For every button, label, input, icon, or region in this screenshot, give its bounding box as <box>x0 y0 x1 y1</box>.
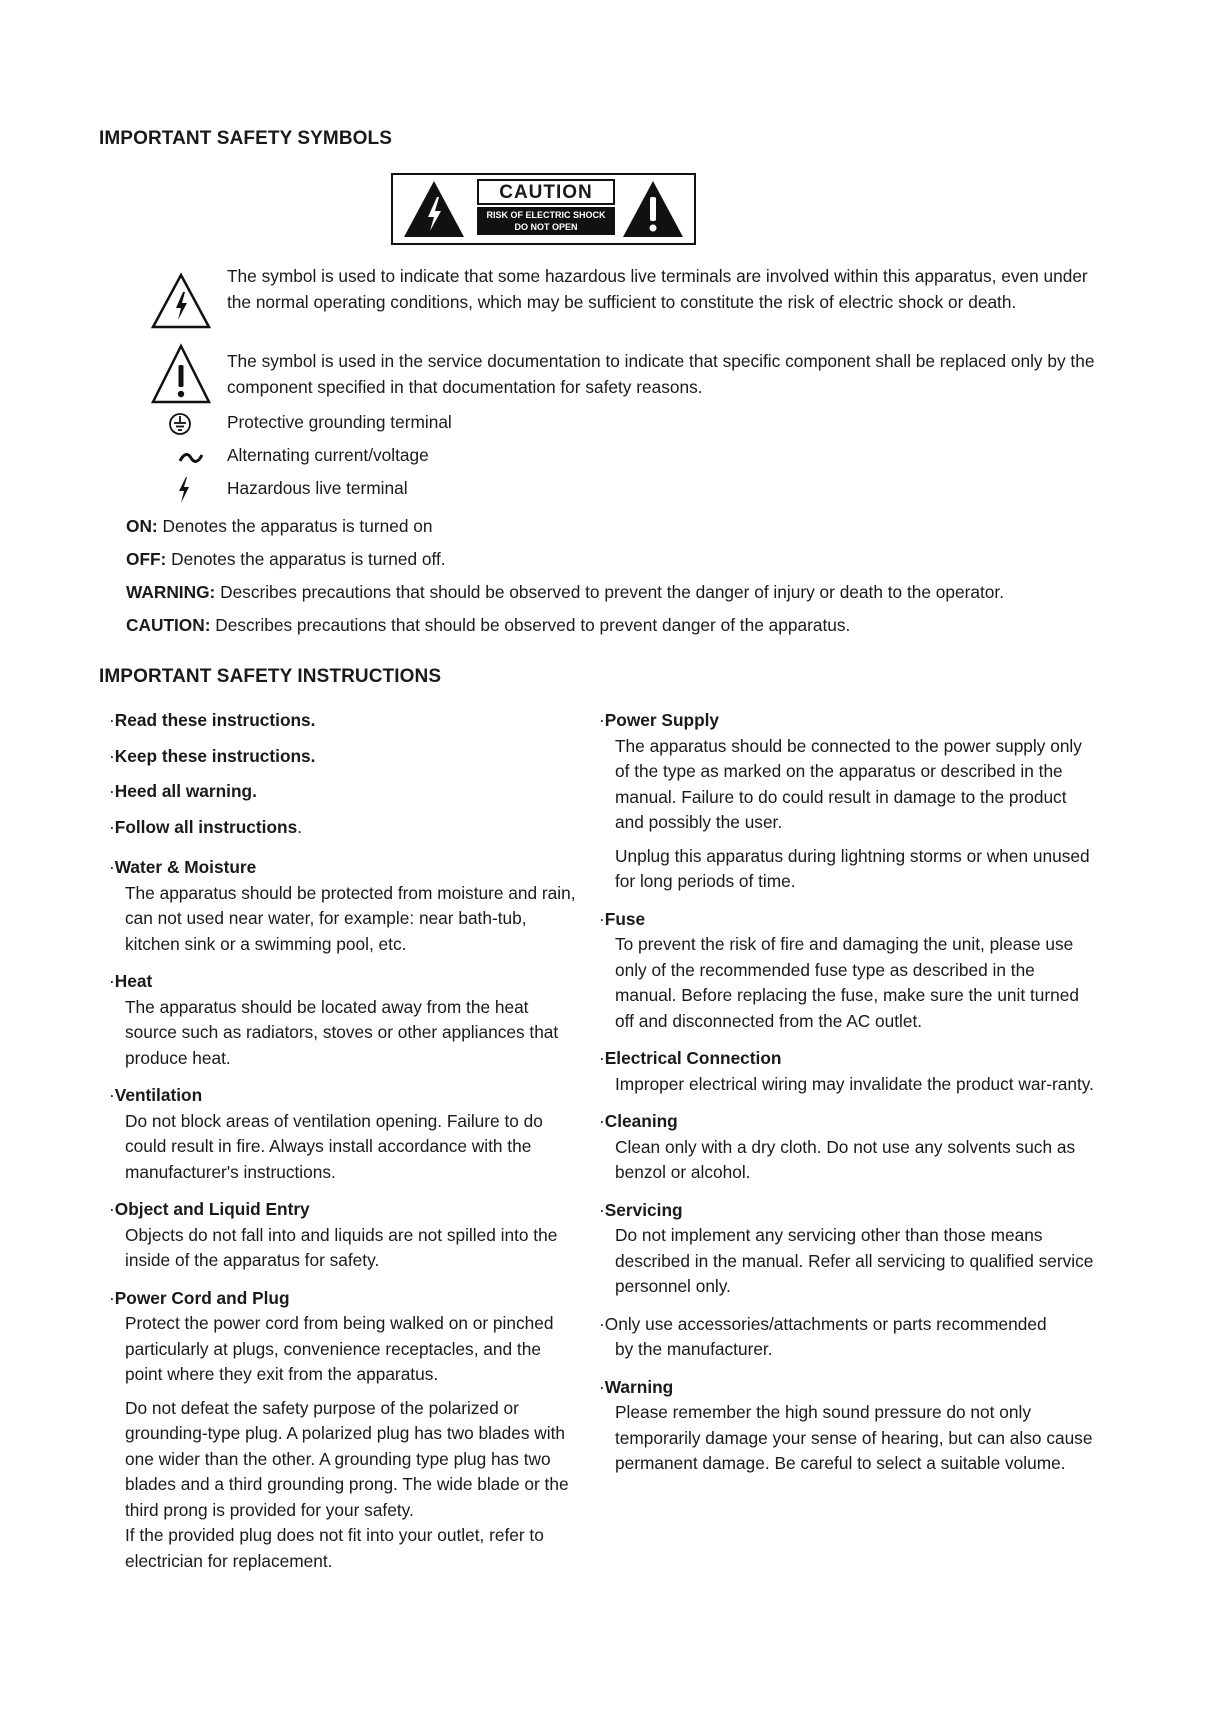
definition-term: CAUTION: <box>126 615 211 635</box>
instruction-body: Do not block areas of ventilation opening. Failure to do could result in fire. Always install accordance with the manufacturer's instructions. <box>125 1110 543 1182</box>
instruction-body: Unplug this apparatus during lightning storms or when unused for long periods of time. <box>615 845 1090 891</box>
definition-text: Denotes the apparatus is turned on <box>157 516 433 536</box>
bullet: · <box>109 816 115 837</box>
lightning-triangle-icon <box>403 179 465 239</box>
instruction-body: If the provided plug does not fit into your outlet, refer to electrician for replacement. <box>125 1525 544 1571</box>
instruction-body: Protect the power cord from being walked on or pinched particularly at plugs, convenience receptacles, and the point where they exit from the apparatus. <box>125 1313 554 1384</box>
bullet: · <box>109 1287 115 1308</box>
exclamation-triangle-icon <box>622 179 684 239</box>
instruction-body: Do not implement any servicing other than those means described in the manual. Refer all servicing to qualified service personnel only. <box>615 1225 1094 1296</box>
definition-term: ON: <box>126 516 158 536</box>
bullet: · <box>109 781 115 801</box>
instruction-electrical <box>599 1046 1099 1097</box>
instruction-body: The apparatus should be connected to the power supply only of the type as marked on the apparatus or described in the manual. Failure to do could result in damage to the product and possibly the user. <box>615 735 1082 832</box>
ac-tilde-icon <box>178 451 204 465</box>
bullet: · <box>599 1111 605 1131</box>
instruction-warning <box>599 1375 1099 1477</box>
instruction-power-cord <box>109 1286 579 1575</box>
instruction-heat <box>109 969 579 1071</box>
instructions-right-column <box>599 708 1099 1477</box>
instruction-heed <box>109 779 579 805</box>
instructions-left-column <box>109 708 579 1574</box>
definition-off <box>126 547 446 572</box>
instruction-head: Servicing <box>604 1199 683 1220</box>
follow-period: . <box>297 816 303 837</box>
definition-warning <box>126 580 1004 605</box>
instruction-body: Objects do not fall into and liquids are not spilled into the inside of the apparatus for safety. <box>125 1224 558 1270</box>
bullet: · <box>109 1085 115 1105</box>
definition-term: OFF: <box>126 549 167 569</box>
instruction-head: Power Cord and Plug <box>114 1287 290 1308</box>
instruction-servicing <box>599 1198 1099 1300</box>
definition-text: Describes precautions that should be observed to prevent the danger of injury or death to the operator. <box>215 582 1004 602</box>
instruction-body: Please remember the high sound pressure do not only temporarily damage your sense of hearing, but can also cause permanent damage. Be careful to select a suitable volume. <box>615 1402 1093 1473</box>
bullet: · <box>599 1376 605 1397</box>
instruction-read <box>109 708 579 734</box>
caution-word: CAUTION <box>477 179 615 205</box>
instruction-body: Do not defeat the safety purpose of the polarized or grounding-type plug. A polarized plug has two blades with one wider than the other. A grounding type plug has two blades and a third grounding prong. The wide blade or the third prong is provided for your safety. <box>125 1397 569 1520</box>
instruction-head: Ventilation <box>114 1085 203 1105</box>
instructions-section-title: IMPORTANT SAFETY INSTRUCTIONS <box>99 666 442 687</box>
instruction-accessories <box>599 1312 1099 1363</box>
definition-caution <box>126 613 850 638</box>
definition-text: Describes precautions that should be observed to prevent danger of the apparatus. <box>210 615 851 635</box>
ground-icon <box>168 412 192 436</box>
bullet: · <box>109 710 115 730</box>
symbol-text: Alternating current/voltage <box>227 445 429 465</box>
instruction-head: Follow all instructions <box>114 816 298 837</box>
instruction-power-supply <box>599 708 1099 895</box>
instruction-head: Warning <box>604 1376 674 1397</box>
bullet: · <box>109 857 115 877</box>
instruction-head: Fuse <box>604 908 646 929</box>
risk-line-2: DO NOT OPEN <box>514 222 578 232</box>
lightning-triangle-outline-icon <box>150 272 212 330</box>
instruction-head: Cleaning <box>604 1111 678 1131</box>
bullet: · <box>109 745 115 766</box>
bullet: · <box>599 1048 605 1068</box>
instruction-body: The apparatus should be located away from the heat source such as radiators, stoves or other appliances that produce heat. <box>125 996 559 1068</box>
symbol-text: The symbol is used in the service documentation to indicate that specific component shall be replaced only by the component specified in that documentation for safety reasons. <box>227 351 1095 397</box>
bullet: · <box>109 971 115 991</box>
definition-term: WARNING: <box>126 582 216 602</box>
instruction-head: Read these instructions. <box>114 710 316 730</box>
risk-label <box>477 207 615 235</box>
bullet: · <box>599 908 605 929</box>
symbol-text: Protective grounding terminal <box>227 412 452 432</box>
instruction-head: Heat <box>114 971 153 991</box>
bullet: · <box>109 1199 115 1219</box>
caution-banner <box>391 173 696 245</box>
instruction-head: Water & Moisture <box>114 857 257 877</box>
symbol-text: Hazardous live terminal <box>227 478 408 498</box>
instruction-cleaning <box>599 1109 1099 1186</box>
symbol-text: The symbol is used to indicate that some hazardous live terminals are involved within this apparatus, even under the normal operating conditions, which may be sufficient to constitute the risk of electric shock or death. <box>227 266 1088 312</box>
symbols-section-title: IMPORTANT SAFETY SYMBOLS <box>99 128 393 149</box>
caution-label-block <box>477 179 615 239</box>
risk-line-1: RISK OF ELECTRIC SHOCK <box>486 210 606 220</box>
instruction-fuse <box>599 907 1099 1035</box>
bullet: · <box>599 710 605 730</box>
instruction-body: Clean only with a dry cloth. Do not use any solvents such as benzol or alcohol. <box>615 1136 1076 1182</box>
instruction-body: Improper electrical wiring may invalidate the product war-ranty. <box>615 1073 1094 1094</box>
instruction-body: by the manufacturer. <box>615 1339 773 1359</box>
bullet: · <box>599 1199 605 1220</box>
instruction-text: Only use accessories/attachments or parts recommended <box>604 1313 1047 1334</box>
instruction-object-liquid <box>109 1197 579 1274</box>
instruction-head: Electrical Connection <box>604 1048 782 1068</box>
definition-text: Denotes the apparatus is turned off. <box>166 549 446 569</box>
instruction-head: Power Supply <box>604 710 720 730</box>
instruction-head: Heed all warning. <box>114 781 257 801</box>
instruction-head: Keep these instructions. <box>114 745 316 766</box>
instruction-head: Object and Liquid Entry <box>114 1199 310 1219</box>
instruction-follow <box>109 815 579 841</box>
instruction-water <box>109 855 579 957</box>
lightning-icon <box>177 476 191 504</box>
instruction-keep <box>109 744 579 770</box>
instruction-body: To prevent the risk of fire and damaging the unit, please use only of the recommended fuse type as described in the manual. Before replacing the fuse, make sure the unit turned off and disconnected from the AC outlet. <box>615 934 1079 1031</box>
instruction-body: The apparatus should be protected from moisture and rain, can not used near water, for example: near bath-tub, kitchen sink or a swimming pool, etc. <box>125 882 576 954</box>
definition-on <box>126 514 432 539</box>
exclamation-triangle-outline-icon <box>150 343 212 405</box>
bullet: · <box>599 1313 605 1334</box>
instruction-ventilation <box>109 1083 579 1185</box>
